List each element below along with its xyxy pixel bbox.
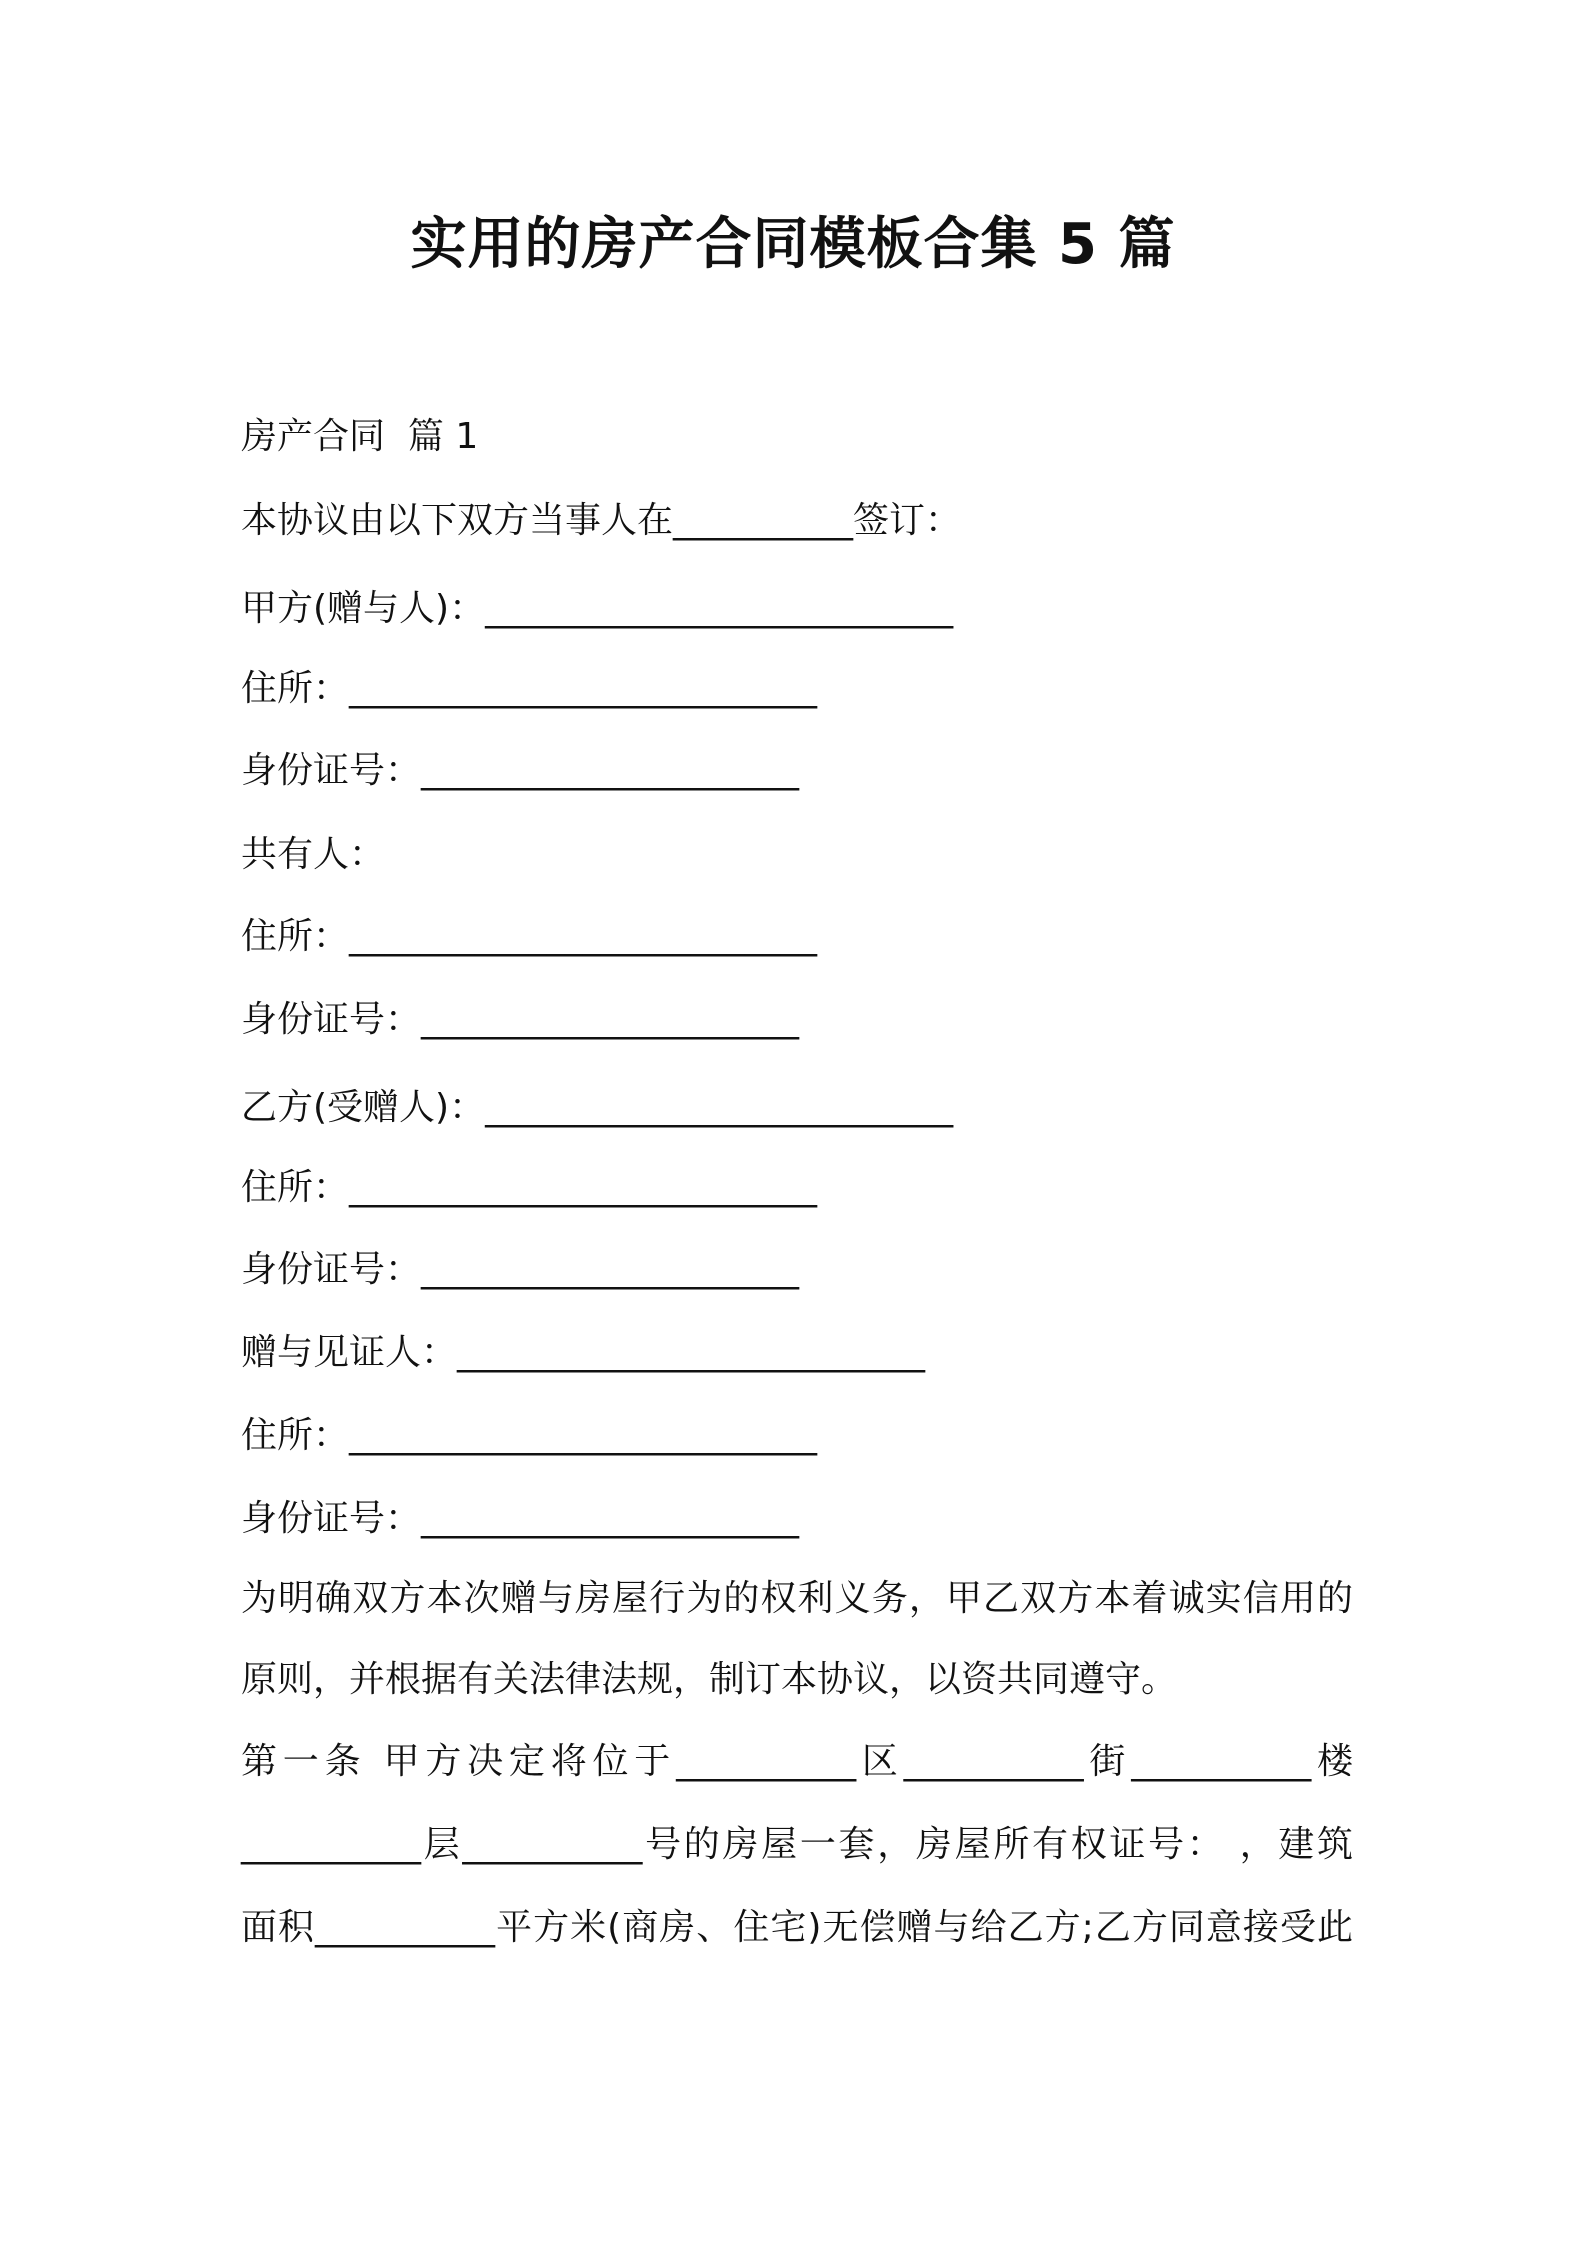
witness-id-line: 身份证号：_____________________	[241, 1498, 800, 1539]
article-one-line: 第一条 甲方决定将位于__________区__________街__________楼	[241, 1741, 1353, 1782]
party-b-id-line: 身份证号：_____________________	[241, 1249, 800, 1290]
document-title: 实用的房产合同模板合集 5 篇	[410, 212, 1176, 277]
paragraph-line: 为明确双方本次赠与房屋行为的权利义务，甲乙双方本着诚实信用的	[241, 1578, 1353, 1619]
article-one-line: 面积__________平方米(商房、住宅)无偿赠与给乙方;乙方同意接受此	[241, 1907, 1353, 1948]
party-a-address-line: 住所：__________________________	[241, 668, 818, 709]
witness-line: 赠与见证人：__________________________	[241, 1332, 926, 1373]
party-a-id-line: 身份证号：_____________________	[241, 750, 800, 791]
witness-address-line: 住所：__________________________	[241, 1415, 818, 1456]
party-b-address-line: 住所：__________________________	[241, 1167, 818, 1208]
paragraph-line: 原则，并根据有关法律法规，制订本协议，以资共同遵守。	[241, 1659, 1178, 1700]
co-owner-id-line: 身份证号：_____________________	[241, 999, 800, 1040]
co-owner-address-line: 住所：__________________________	[241, 916, 818, 957]
agreement-location-line: 本协议由以下双方当事人在__________签订：	[241, 500, 962, 541]
section-heading: 房产合同 篇 1	[241, 416, 479, 457]
co-owner-line: 共有人：	[241, 834, 386, 875]
party-b-line: 乙方(受赠人)：__________________________	[241, 1087, 954, 1128]
article-one-line: __________层__________号的房屋一套，房屋所有权证号： ，建筑	[241, 1824, 1353, 1865]
party-a-line: 甲方(赠与人)：__________________________	[241, 588, 954, 629]
